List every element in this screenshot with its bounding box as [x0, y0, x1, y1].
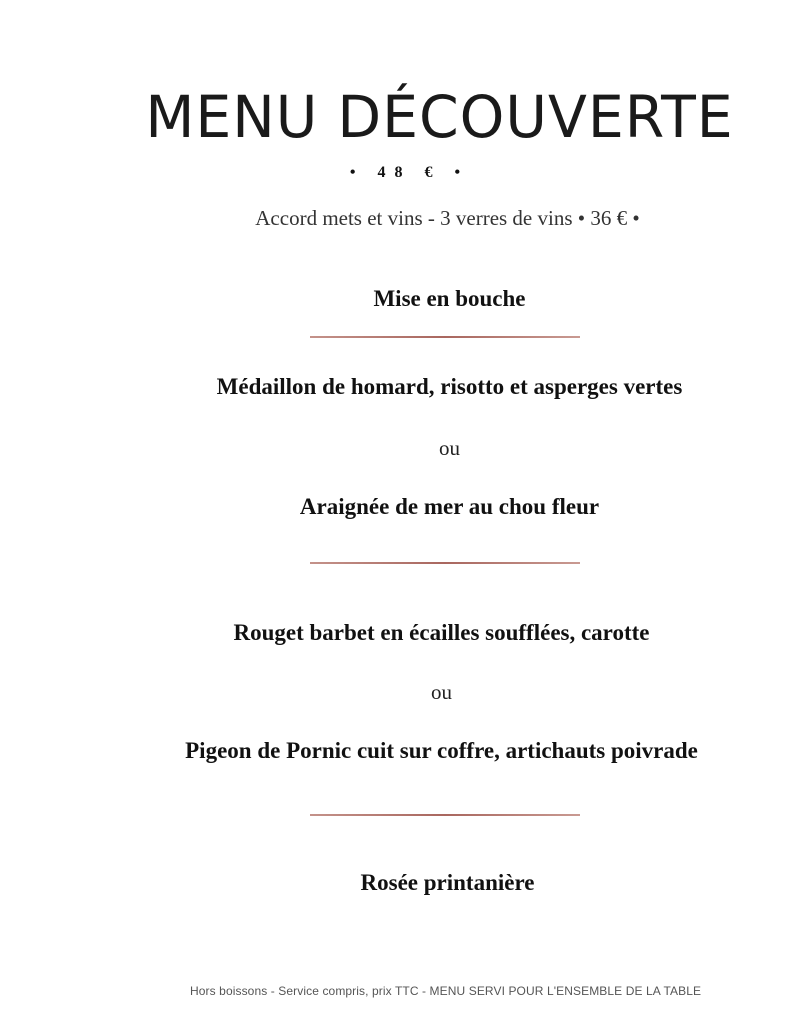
wine-pairing: Accord mets et vins - 3 verres de vins • 36 € •	[255, 206, 640, 230]
course-amuse-bouche: Mise en bouche	[373, 286, 526, 311]
divider-1	[310, 336, 580, 338]
course-starter-option-1: Médaillon de homard, risotto et asperges vertes	[216, 374, 683, 399]
menu-price: • 48 € •	[349, 164, 470, 181]
divider-3	[310, 814, 580, 816]
footer-note: Hors boissons - Service compris, prix TTC - MENU SERVI POUR L'ENSEMBLE DE LA TABLE	[190, 984, 702, 998]
menu-title	[52, 83, 791, 151]
course-dessert: Rosée printanière	[360, 870, 535, 895]
course-main-option-2: Pigeon de Pornic cuit sur coffre, artichauts poivrade	[185, 738, 698, 763]
divider-2	[310, 562, 580, 564]
main-or-separator: ou	[431, 680, 452, 704]
course-main-option-1: Rouget barbet en écailles soufflées, carotte	[233, 620, 650, 645]
starter-or-separator: ou	[439, 436, 460, 460]
course-starter-option-2: Araignée de mer au chou fleur	[299, 494, 600, 519]
menu-title-text: MENU DÉCOUVERTE	[145, 83, 734, 151]
